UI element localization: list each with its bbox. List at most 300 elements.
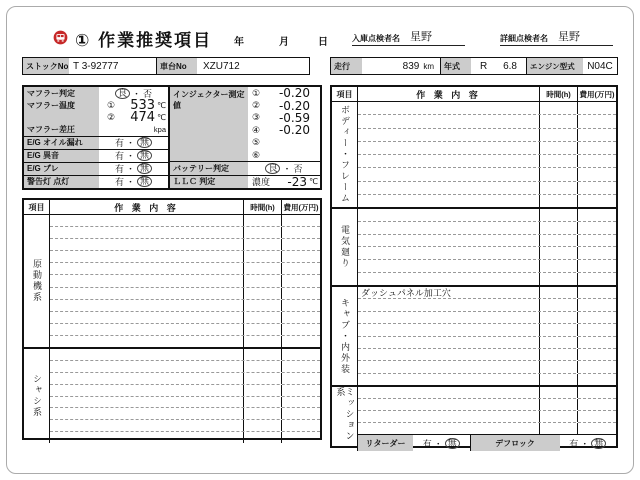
cost-cell xyxy=(577,182,616,194)
cost-cell xyxy=(281,227,320,238)
option-yes: 有 xyxy=(114,138,124,149)
left-work-table xyxy=(22,198,322,440)
work-content-cell xyxy=(358,260,539,272)
time-cell xyxy=(539,155,577,167)
detail-inspector-field xyxy=(500,27,613,46)
retarder-deflock-row xyxy=(358,434,616,451)
injector-row-3 xyxy=(248,112,320,124)
temp-unit: ℃ xyxy=(157,100,166,110)
work-group-cab-interior xyxy=(332,285,616,385)
work-content-cell xyxy=(50,288,243,299)
time-cell xyxy=(243,275,281,286)
injector-row-2 xyxy=(248,99,320,111)
cost-cell xyxy=(281,263,320,274)
injector-row-1 xyxy=(248,87,320,99)
work-table-row xyxy=(50,275,320,287)
cost-cell xyxy=(577,222,616,234)
time-cell xyxy=(243,324,281,335)
option-yes: 有 xyxy=(114,164,124,175)
circled-good: 良 xyxy=(115,88,130,99)
circled-none: 無 xyxy=(591,438,606,449)
work-content-cell xyxy=(50,336,243,347)
eg-noise-label: E/G 異音 xyxy=(24,150,99,162)
work-group-electrical xyxy=(332,207,616,285)
llc-judgement-label: ＬＬＣ 判定 xyxy=(170,176,248,188)
group-label-text: キャブ・内外装 xyxy=(340,297,350,375)
injector-row-6 xyxy=(248,149,320,161)
cost-cell xyxy=(281,432,320,443)
time-cell xyxy=(539,247,577,259)
time-cell xyxy=(243,239,281,250)
deflock-value xyxy=(560,435,617,451)
work-table-row xyxy=(358,399,616,411)
work-content-cell xyxy=(358,247,539,259)
group-rows xyxy=(358,209,616,285)
circled-none: 無 xyxy=(137,150,152,161)
detail-inspector-label: 詳細点検者名 xyxy=(500,34,548,43)
time-cell xyxy=(243,373,281,384)
eg-noise-row xyxy=(24,149,168,162)
time-cell xyxy=(539,349,577,360)
injector-value: -0.59 xyxy=(278,110,310,125)
muffler-diff-pressure-row xyxy=(24,123,168,135)
work-table-row xyxy=(50,349,320,361)
cost-cell xyxy=(577,209,616,221)
table-header xyxy=(24,200,320,215)
eg-oil-leak-label: E/G オイル漏れ xyxy=(24,137,99,149)
intake-inspector-name: 星野 xyxy=(410,31,432,43)
time-cell xyxy=(539,182,577,194)
work-table-row xyxy=(358,155,616,168)
cost-cell xyxy=(281,300,320,311)
engine-model-label: エンジン型式 xyxy=(527,58,583,74)
work-content-cell xyxy=(50,275,243,286)
time-cell xyxy=(539,312,577,323)
injector-value: -0.20 xyxy=(278,98,310,113)
chassis-no-label: 車台No xyxy=(157,58,197,74)
header-item: 項目 xyxy=(24,200,50,214)
intake-inspector-label: 入庫点検者名 xyxy=(352,34,400,43)
work-content-cell xyxy=(50,227,243,238)
work-table-row xyxy=(358,361,616,373)
muffler-diff-pressure-label: マフラー差圧 xyxy=(24,123,99,135)
time-cell xyxy=(539,423,577,434)
separator: ・ xyxy=(282,163,292,174)
cost-cell xyxy=(281,215,320,226)
work-content-cell: ダッシュパネル加工穴 xyxy=(361,288,451,299)
cost-cell xyxy=(577,235,616,247)
group-label-text: ボディー・フレーム xyxy=(340,105,350,204)
separator: ・ xyxy=(126,138,136,149)
work-content-cell xyxy=(50,349,243,360)
time-cell xyxy=(243,300,281,311)
cost-cell xyxy=(577,312,616,323)
work-table-row xyxy=(358,102,616,115)
group-label-text: ミッション系 xyxy=(335,387,355,442)
work-content-cell xyxy=(358,387,539,398)
work-table-row xyxy=(358,222,616,235)
temp-value: 474 xyxy=(130,109,156,125)
cost-cell xyxy=(281,397,320,408)
circled-none: 無 xyxy=(137,137,152,148)
work-table-row xyxy=(358,209,616,222)
right-work-table xyxy=(330,85,618,448)
time-cell xyxy=(539,129,577,141)
work-content-cell xyxy=(50,300,243,311)
work-content-cell xyxy=(358,337,539,348)
time-cell xyxy=(243,227,281,238)
work-content-cell xyxy=(50,385,243,396)
time-cell xyxy=(243,361,281,372)
work-table-row xyxy=(50,420,320,432)
chassis-no-value: XZU712 xyxy=(203,60,240,72)
work-table-row xyxy=(50,227,320,239)
day-label: 日 xyxy=(318,37,328,48)
work-table-row xyxy=(50,263,320,275)
table-header xyxy=(332,87,616,102)
temp-unit: ℃ xyxy=(157,112,166,122)
cost-cell xyxy=(577,142,616,154)
work-content-cell xyxy=(358,168,539,180)
work-content-cell xyxy=(358,195,539,207)
vehicle-spec-box xyxy=(330,57,618,75)
cost-cell xyxy=(281,361,320,372)
work-table-row xyxy=(50,408,320,420)
work-content-cell xyxy=(358,312,539,323)
battery-judgement-label: バッテリー判定 xyxy=(170,162,248,174)
work-table-row xyxy=(358,115,616,128)
option-yes: 有 xyxy=(422,438,432,449)
work-table-row xyxy=(50,300,320,312)
time-cell xyxy=(539,299,577,310)
work-content-cell xyxy=(358,361,539,372)
work-content-cell xyxy=(50,397,243,408)
work-table-row xyxy=(358,195,616,207)
option-yes: 有 xyxy=(114,177,124,188)
cost-cell xyxy=(577,399,616,410)
work-table-row xyxy=(358,411,616,423)
work-table-row xyxy=(50,432,320,443)
cost-cell xyxy=(577,374,616,385)
muffler-temp-row-2 xyxy=(24,111,168,123)
time-cell xyxy=(243,432,281,443)
work-table-row xyxy=(50,397,320,409)
model-year-era: R xyxy=(480,60,488,72)
group-label-electrical xyxy=(332,209,358,285)
month-label: 月 xyxy=(279,37,289,48)
muffler-temp-label-blank xyxy=(24,111,99,123)
work-table-row xyxy=(50,215,320,227)
reading-number: ① xyxy=(252,87,261,98)
option-yes: 有 xyxy=(114,151,124,162)
group-rows xyxy=(50,349,320,443)
time-cell xyxy=(243,397,281,408)
group-rows xyxy=(358,102,616,207)
time-cell xyxy=(539,411,577,422)
cost-cell xyxy=(577,361,616,372)
time-cell xyxy=(539,142,577,154)
work-table-row xyxy=(358,374,616,385)
warning-light-label: 警告灯 点灯 xyxy=(24,176,99,188)
work-table-row xyxy=(50,324,320,336)
model-year-number: 6.8 xyxy=(503,60,517,72)
time-cell xyxy=(539,273,577,285)
eg-oil-leak-value xyxy=(99,137,168,149)
time-cell xyxy=(243,336,281,347)
vehicle-id-box xyxy=(22,57,310,75)
work-content-cell xyxy=(358,324,539,335)
work-content-cell xyxy=(50,215,243,226)
circled-good: 良 xyxy=(265,163,280,174)
work-content-cell xyxy=(358,374,539,385)
cost-cell xyxy=(281,349,320,360)
time-cell xyxy=(243,408,281,419)
model-year-value xyxy=(471,58,526,74)
time-cell xyxy=(243,263,281,274)
cost-cell xyxy=(281,288,320,299)
work-table-row xyxy=(358,273,616,285)
time-cell xyxy=(539,337,577,348)
work-content-cell xyxy=(50,251,243,262)
year-label: 年 xyxy=(234,37,244,48)
header-content: 作 業 内 容 xyxy=(416,89,481,100)
cost-cell xyxy=(577,260,616,272)
work-table-row xyxy=(358,129,616,142)
time-cell xyxy=(539,387,577,398)
work-content-cell xyxy=(358,235,539,247)
muffler-temp-label: マフラー温度 xyxy=(24,99,99,111)
work-table-row xyxy=(358,260,616,273)
warning-light-value xyxy=(99,176,168,188)
llc-judgement-row xyxy=(170,175,320,188)
cost-cell xyxy=(577,349,616,360)
header-cost: 費用(万円) xyxy=(281,200,320,214)
cost-cell xyxy=(281,275,320,286)
group-rows xyxy=(358,387,616,434)
time-cell xyxy=(243,312,281,323)
work-content-cell xyxy=(358,102,539,114)
time-cell xyxy=(539,235,577,247)
warning-light-row xyxy=(24,175,168,188)
group-label-body-frame xyxy=(332,102,358,207)
work-content-cell xyxy=(50,373,243,384)
time-cell xyxy=(539,222,577,234)
time-cell xyxy=(539,209,577,221)
work-content-cell xyxy=(50,239,243,250)
cost-cell xyxy=(281,312,320,323)
separator: ・ xyxy=(126,151,136,162)
header-time: 時間(h) xyxy=(243,200,281,214)
llc-judgement-value xyxy=(248,176,320,188)
page-title: ① 作業推奨項目 xyxy=(75,31,213,50)
header-time: 時間(h) xyxy=(539,87,577,101)
circled-none: 無 xyxy=(445,438,460,449)
work-content-cell xyxy=(50,263,243,274)
cost-cell xyxy=(281,408,320,419)
reading-number: ② xyxy=(252,100,261,111)
separator: ・ xyxy=(131,88,141,99)
intake-inspector-field xyxy=(352,27,465,46)
work-content-cell xyxy=(50,420,243,431)
work-content-cell xyxy=(358,222,539,234)
work-table-row xyxy=(358,387,616,399)
work-content-cell xyxy=(358,399,539,410)
work-content-cell xyxy=(358,209,539,221)
work-group-body-frame xyxy=(332,102,616,207)
llc-unit: ℃ xyxy=(309,177,318,187)
work-content-cell xyxy=(358,299,539,310)
cost-cell xyxy=(281,324,320,335)
eg-vibration-value xyxy=(99,163,168,175)
work-content-cell xyxy=(50,408,243,419)
time-cell xyxy=(539,287,577,298)
work-table-row xyxy=(50,288,320,300)
detail-inspector-name: 星野 xyxy=(558,31,580,43)
injector-value: -0.20 xyxy=(278,86,310,101)
cost-cell xyxy=(577,411,616,422)
time-cell xyxy=(243,251,281,262)
mileage-number: 839 xyxy=(402,60,420,72)
work-content-cell xyxy=(50,312,243,323)
cost-cell xyxy=(577,287,616,298)
cost-cell xyxy=(281,336,320,347)
muffler-engine-checks xyxy=(24,87,170,188)
temp-value: 533 xyxy=(130,97,156,113)
eg-vibration-label: E/G ブレ xyxy=(24,163,99,175)
time-cell xyxy=(539,260,577,272)
reading-number: ④ xyxy=(252,124,261,135)
logo-icon xyxy=(53,30,68,45)
deflock-label: デフロック xyxy=(470,435,560,451)
time-cell xyxy=(539,102,577,114)
injector-block xyxy=(170,87,320,161)
work-table-row xyxy=(50,251,320,263)
group-label-mission xyxy=(332,387,358,451)
work-table-row xyxy=(358,168,616,181)
work-table-row xyxy=(50,361,320,373)
work-table-row xyxy=(50,239,320,251)
header-item: 項目 xyxy=(332,87,358,101)
engine-model-value: N04C xyxy=(587,60,613,72)
work-content-cell xyxy=(358,142,539,154)
cost-cell xyxy=(577,337,616,348)
group-label-text: シャシ系 xyxy=(32,374,42,418)
group-label-engine xyxy=(24,215,50,347)
work-table-row xyxy=(50,336,320,347)
work-table-row xyxy=(358,247,616,260)
group-label-chassis xyxy=(24,349,50,443)
work-content-cell xyxy=(50,361,243,372)
cost-cell xyxy=(577,129,616,141)
muffler-temp-value-2 xyxy=(99,111,168,123)
cost-cell xyxy=(577,155,616,167)
work-content-cell xyxy=(358,349,539,360)
work-content-cell xyxy=(358,411,539,422)
eg-oil-leak-row xyxy=(24,136,168,149)
option-bad: 否 xyxy=(143,88,153,99)
cost-cell xyxy=(577,168,616,180)
group-label-text: 電気廻り xyxy=(340,225,350,269)
work-content-cell xyxy=(358,182,539,194)
stock-no-label: ストックNo xyxy=(23,58,69,74)
work-content-cell xyxy=(358,129,539,141)
llc-concentration-label: 濃度 xyxy=(252,177,271,188)
circled-none: 無 xyxy=(137,163,152,174)
option-bad: 否 xyxy=(293,163,303,174)
retarder-label: リターダー xyxy=(358,435,413,451)
header-content: 作 業 内 容 xyxy=(114,202,179,213)
time-cell xyxy=(539,195,577,207)
llc-value: -23 xyxy=(287,174,308,189)
cost-cell xyxy=(281,385,320,396)
battery-judgement-row xyxy=(170,161,320,174)
group-rows xyxy=(358,287,616,385)
cost-cell xyxy=(281,239,320,250)
work-table-row xyxy=(358,235,616,248)
time-cell xyxy=(539,399,577,410)
injector-row-4 xyxy=(248,124,320,136)
work-content-cell xyxy=(358,423,539,434)
cost-cell xyxy=(577,299,616,310)
cost-cell xyxy=(281,251,320,262)
cost-cell xyxy=(577,247,616,259)
cost-cell xyxy=(577,273,616,285)
group-label-cab-interior xyxy=(332,287,358,385)
work-table-row xyxy=(358,324,616,336)
work-table-row xyxy=(358,142,616,155)
work-content-cell xyxy=(50,324,243,335)
group-rows xyxy=(50,215,320,347)
time-cell xyxy=(539,115,577,127)
work-table-row xyxy=(358,299,616,311)
work-content-cell xyxy=(358,273,539,285)
work-content-cell xyxy=(358,155,539,167)
work-table-row xyxy=(50,385,320,397)
circled-none: 無 xyxy=(137,176,152,187)
work-group-engine xyxy=(24,215,320,347)
work-content-cell xyxy=(358,115,539,127)
separator: ・ xyxy=(126,177,136,188)
reading-number: ⑥ xyxy=(252,149,261,160)
injector-battery-llc xyxy=(170,87,320,188)
work-table-row xyxy=(358,337,616,349)
injector-readings xyxy=(248,87,320,161)
time-cell xyxy=(243,288,281,299)
reading-number: ① xyxy=(107,99,116,110)
eg-noise-value xyxy=(99,150,168,162)
reading-number: ③ xyxy=(252,112,261,123)
cost-cell xyxy=(577,324,616,335)
injector-value: -0.20 xyxy=(278,123,310,138)
time-cell xyxy=(539,361,577,372)
stock-no-value: T 3-92777 xyxy=(73,60,119,72)
injector-row-5 xyxy=(248,137,320,149)
work-group-chassis xyxy=(24,347,320,443)
separator: ・ xyxy=(126,164,136,175)
battery-judgement-value xyxy=(248,162,320,174)
muffler-judgement-label: マフラー判定 xyxy=(24,87,99,99)
work-table-row xyxy=(358,312,616,324)
separator: ・ xyxy=(433,438,443,449)
work-table-row xyxy=(50,312,320,324)
separator: ・ xyxy=(580,438,590,449)
eg-vibration-row xyxy=(24,162,168,175)
reading-number: ② xyxy=(107,111,116,122)
cost-cell xyxy=(577,195,616,207)
cost-cell xyxy=(577,115,616,127)
reading-number: ⑤ xyxy=(252,137,261,148)
cost-cell xyxy=(577,423,616,434)
